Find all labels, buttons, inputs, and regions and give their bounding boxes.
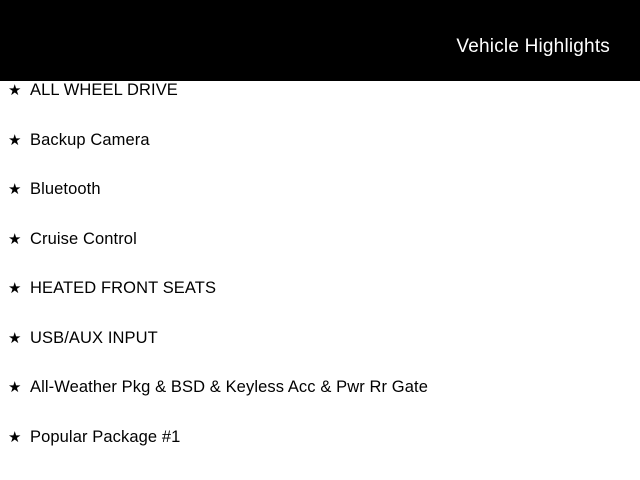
star-icon: ★: [8, 82, 22, 99]
list-item-label: ALL WHEEL DRIVE: [30, 81, 178, 99]
star-icon: ★: [8, 379, 22, 396]
list-item-label: Backup Camera: [30, 130, 150, 149]
list-item: [0, 230, 640, 280]
list-item: [0, 279, 640, 329]
star-icon: ★: [8, 329, 22, 347]
list-item-label: Popular Package #1: [30, 427, 181, 446]
list-item: [0, 81, 640, 131]
list-item: [0, 329, 640, 379]
star-icon: ★: [8, 131, 22, 149]
list-item-label: Cruise Control: [30, 229, 137, 248]
list-item-label: USB/AUX INPUT: [30, 328, 158, 347]
list-item-label: All-Weather Pkg & BSD & Keyless Acc & Pwr Rr Gate: [30, 378, 428, 396]
vehicle-highlights-list: [0, 81, 640, 477]
list-item: [0, 428, 640, 478]
list-item-label: HEATED FRONT SEATS: [30, 279, 217, 297]
list-item: [0, 180, 640, 230]
star-icon: ★: [8, 280, 22, 297]
star-icon: ★: [8, 428, 22, 446]
header-bar: [0, 0, 640, 81]
list-item-label: Bluetooth: [30, 180, 101, 198]
page-title: Vehicle Highlights: [456, 35, 610, 57]
list-item: [0, 131, 640, 181]
star-icon: ★: [8, 230, 22, 248]
star-icon: ★: [8, 181, 22, 198]
list-item: [0, 378, 640, 428]
